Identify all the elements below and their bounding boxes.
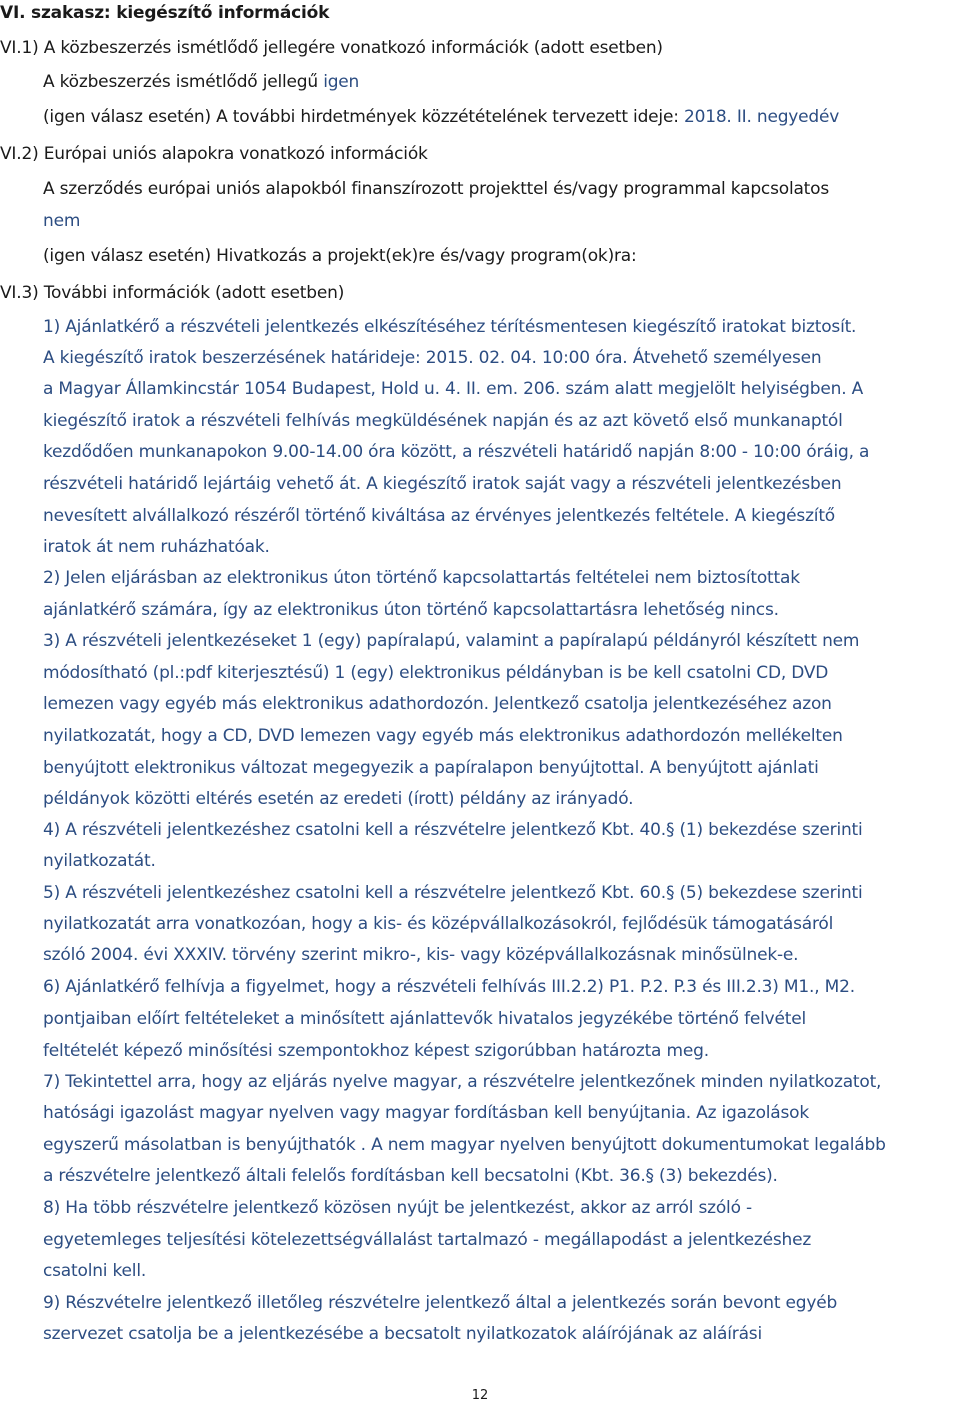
info-line: nevesített alvállalkozó részéről történő kiváltása az érvényes jelentkezés feltétele. A kiegészítő bbox=[43, 506, 835, 526]
info-line: szóló 2004. évi XXXIV. törvény szerint mikro-, kis- vagy középvállalkozásnak minősülnek-e. bbox=[43, 945, 799, 965]
timing-row bbox=[43, 106, 839, 128]
info-line: 5) A részvételi jelentkezéshez csatolni kell a részvételre jelentkező Kbt. 60.§ (5) bekezdese szerinti bbox=[43, 883, 863, 903]
info-line: 2) Jelen eljárásban az elektronikus úton történő kapcsolattartás feltételei nem biztosítottak bbox=[43, 568, 800, 588]
info-line: kiegészítő iratok a részvételi felhívás megküldésének napján és az azt követő első munkanaptól bbox=[43, 411, 843, 431]
info-line: nyilatkozatát arra vonatkozóan, hogy a kis- és középvállalkozásokról, fejlődésük támogatásáról bbox=[43, 914, 834, 934]
info-line: szervezet csatolja be a jelentkezésébe a becsatolt nyilatkozatok aláírójának az aláírási bbox=[43, 1324, 762, 1344]
info-line: egyetemleges teljesítési kötelezettségvállalást tartalmazó - megállapodást a jelentkezéshez bbox=[43, 1230, 812, 1250]
info-line: hatósági igazolást magyar nyelven vagy magyar fordításban kell benyújtania. Az igazolások bbox=[43, 1103, 810, 1123]
info-line: benyújtott elektronikus változat megegyezik a papíralapon benyújtottal. A benyújtott ajánlati bbox=[43, 758, 819, 778]
info-line: nyilatkozatát, hogy a CD, DVD lemezen vagy egyéb más elektronikus adathordozón mellékelten bbox=[43, 726, 843, 746]
info-line: a Magyar Államkincstár 1054 Budapest, Hold u. 4. II. em. 206. szám alatt megjelölt helyiségben. A bbox=[43, 379, 864, 399]
recurring-row bbox=[43, 71, 359, 93]
info-line: lemezen vagy egyéb más elektronikus adathordozón. Jelentkező csatolja jelentkezéséhez azon bbox=[43, 694, 832, 714]
info-line: iratok át nem ruházhatóak. bbox=[43, 537, 270, 557]
info-line: kezdődően munkanapokon 9.00-14.00 óra között, a részvételi határidő napján 8:00 - 10:00 óráig, a bbox=[43, 442, 870, 462]
page-number: 12 bbox=[471, 1388, 489, 1403]
info-line: egyszerű másolatban is benyújthatók . A nem magyar nyelven benyújtott dokumentumokat legalább bbox=[43, 1135, 886, 1155]
info-line: nyilatkozatát. bbox=[43, 851, 156, 871]
info-line: feltételét képező minősítési szempontokhoz képest szigorúbban határozta meg. bbox=[43, 1041, 709, 1061]
vi3-heading: VI.3) További információk (adott esetben) bbox=[0, 283, 345, 303]
eu-funds-label: A szerződés európai uniós alapokból finanszírozott projekttel és/vagy programmal kapcsolatos bbox=[43, 179, 830, 199]
info-line: ajánlatkérő számára, így az elektronikus úton történő kapcsolattartásra lehetőség nincs. bbox=[43, 600, 779, 620]
timing-label: (igen válasz esetén) A további hirdetmények közzétételének tervezett ideje: bbox=[43, 107, 679, 127]
info-line: 6) Ajánlatkérő felhívja a figyelmet, hogy a részvételi felhívás III.2.2) P1. P.2. P.3 és III.2.3) M1., M2. bbox=[43, 977, 855, 997]
project-ref-label: (igen válasz esetén) Hivatkozás a projekt(ek)re és/vagy program(ok)ra: bbox=[43, 246, 637, 266]
recurring-value: igen bbox=[323, 72, 360, 92]
vi2-heading: VI.2) Európai uniós alapokra vonatkozó információk bbox=[0, 144, 428, 164]
info-line: 8) Ha több részvételre jelentkező közösen nyújt be jelentkezést, akkor az arról szóló - bbox=[43, 1198, 752, 1218]
info-line: 9) Részvételre jelentkező illetőleg részvételre jelentkező által a jelentkezés során bevont egyéb bbox=[43, 1293, 838, 1313]
vi1-heading: VI.1) A közbeszerzés ismétlődő jellegére vonatkozó információk (adott esetben) bbox=[0, 38, 663, 58]
info-line: példányok közötti eltérés esetén az eredeti (írott) példány az irányadó. bbox=[43, 789, 634, 809]
section-title: VI. szakasz: kiegészítő információk bbox=[0, 3, 330, 23]
info-line: 3) A részvételi jelentkezéseket 1 (egy) papíralapú, valamint a papíralapú példányról készített nem bbox=[43, 631, 860, 651]
recurring-label: A közbeszerzés ismétlődő jellegű bbox=[43, 72, 318, 92]
timing-value: 2018. II. negyedév bbox=[683, 107, 840, 127]
info-line: részvételi határidő lejártáig vehető át. A kiegészítő iratok saját vagy a részvételi jelentkezésben bbox=[43, 474, 842, 494]
info-line: 4) A részvételi jelentkezéshez csatolni kell a részvételre jelentkező Kbt. 40.§ (1) bekezdése szerinti bbox=[43, 820, 863, 840]
info-line: A kiegészítő iratok beszerzésének határideje: 2015. 02. 04. 10:00 óra. Átvehető személyesen bbox=[43, 348, 822, 368]
eu-funds-value: nem bbox=[43, 211, 81, 231]
info-line: 1) Ajánlatkérő a részvételi jelentkezés elkészítéséhez térítésmentesen kiegészítő iratokat biztosít. bbox=[43, 317, 857, 337]
info-line: módosítható (pl.:pdf kiterjesztésű) 1 (egy) elektronikus példányban is be kell csatolni CD, DVD bbox=[43, 663, 829, 683]
info-line: pontjaiban előírt feltételeket a minősített ajánlattevők hivatalos jegyzékébe történő felvétel bbox=[43, 1009, 807, 1029]
info-line: a részvételre jelentkező általi felelős fordításban kell becsatolni (Kbt. 36.§ (3) bekezdés). bbox=[43, 1166, 778, 1186]
info-line: csatolni kell. bbox=[43, 1261, 147, 1281]
info-line: 7) Tekintettel arra, hogy az eljárás nyelve magyar, a részvételre jelentkezőnek minden nyilatkozatot, bbox=[43, 1072, 882, 1092]
